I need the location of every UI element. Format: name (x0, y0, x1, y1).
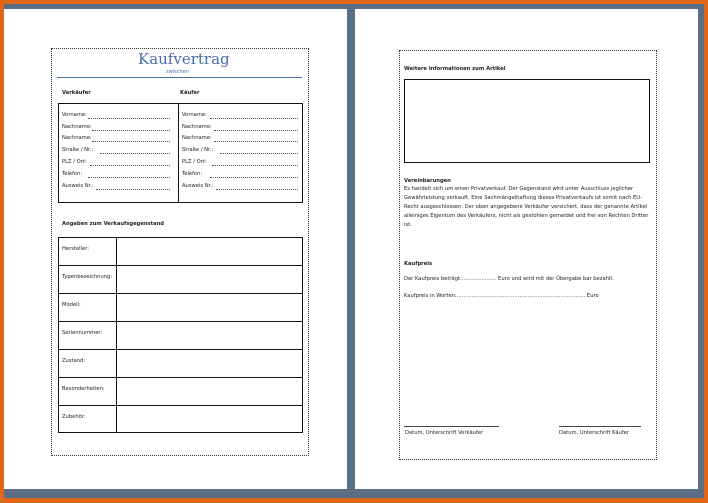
price-heading: Kaufpreis (404, 261, 433, 267)
item-field-label: Zubehör: (62, 414, 86, 420)
seller-field-line[interactable] (88, 177, 170, 178)
buyer-field-label: Telefon: (182, 171, 203, 177)
item-row-rule (58, 405, 303, 406)
seller-signature-label: Datum, Unterschrift Verkäufer (405, 430, 484, 436)
title-rule (57, 77, 302, 78)
buyer-field-line[interactable] (212, 165, 298, 166)
seller-field-label: Straße / Nr.: (62, 147, 94, 153)
seller-field-label: Ausweis Nr.: (62, 183, 94, 189)
seller-field-line[interactable] (88, 118, 170, 119)
buyer-field-label: Nachname: (182, 124, 212, 130)
buyer-field-line[interactable] (220, 153, 298, 154)
seller-signature-line[interactable] (404, 426, 499, 427)
buyer-field-line[interactable] (214, 130, 298, 131)
seller-field-line[interactable] (100, 153, 170, 154)
seller-field-label: Vorname: (62, 112, 87, 118)
item-field-label: Modell: (62, 302, 81, 308)
seller-field-line[interactable] (92, 130, 170, 131)
agreements-heading: Vereinbarungen (404, 178, 451, 184)
buyer-heading: Käufer (180, 90, 200, 96)
item-row-rule (58, 321, 303, 322)
seller-field-label: PLZ / Ort: (62, 159, 87, 165)
document-viewer (4, 4, 704, 498)
buyer-field-label: Ausweis Nr.: (182, 183, 214, 189)
seller-field-line[interactable] (96, 189, 170, 190)
buyer-field-label: Nachname: (182, 135, 212, 141)
buyer-field-label: PLZ / Ort: (182, 159, 207, 165)
buyer-field-line[interactable] (210, 177, 298, 178)
parties-divider (178, 103, 179, 203)
item-field-label: Seriennummer: (62, 330, 103, 336)
item-row-rule (58, 293, 303, 294)
item-field-label: Hersteller: (62, 246, 90, 252)
seller-field-line[interactable] (92, 141, 170, 142)
agreements-line: alleiniges Eigentum des Verkäufers, nicht als gestohlen gemeldet und frei von Rechten Dritter (404, 213, 649, 219)
buyer-field-label: Vorname: (182, 112, 207, 118)
item-table-divider (116, 237, 117, 433)
seller-heading: Verkäufer (62, 90, 91, 96)
item-field-label: Besonderheiten: (62, 386, 105, 392)
buyer-signature-line[interactable] (559, 426, 641, 427)
item-row-rule (58, 377, 303, 378)
item-row-rule (58, 265, 303, 266)
item-field-label: Zustand: (62, 358, 86, 364)
page-1 (4, 9, 347, 489)
seller-field-label: Telefon: (62, 171, 83, 177)
buyer-field-line[interactable] (216, 189, 298, 190)
price-line: Der Kaufpreis beträgt:..................... Euro und wird mit der Übergabe bar bezahlt. (404, 276, 615, 282)
seller-field-label: Nachname: (62, 124, 92, 130)
buyer-field-line[interactable] (214, 141, 298, 142)
contract-subtitle: zwischen (166, 69, 189, 75)
info-heading: Weitere Informationen zum Artikel (404, 66, 506, 72)
agreements-line: Es handelt sich um einen Privatverkauf. Der Gegenstand wird unter Ausschluss jeglicher (404, 186, 634, 192)
contract-title: Kaufvertrag (138, 50, 230, 68)
item-row-rule (58, 349, 303, 350)
info-box[interactable] (404, 79, 650, 163)
buyer-field-label: Straße / Nr.: (182, 147, 214, 153)
seller-field-label: Nachname: (62, 135, 92, 141)
agreements-line: Recht ausgeschlossen. Der oben angegebene Verkäufer versichert, dass der genannte Artikel (404, 204, 648, 210)
item-heading: Angaben zum Verkaufsgegenstand (62, 221, 165, 227)
agreements-line: Gewährleistung verkauft. Eine Sachmängelhaftung dieses Privatverkaufs ist somit nach EU- (404, 195, 642, 201)
price-words-line: Kaufpreis in Worten:.............................................................................. Euro (404, 293, 599, 299)
buyer-field-line[interactable] (210, 118, 298, 119)
seller-field-line[interactable] (90, 165, 170, 166)
buyer-signature-label: Datum, Unterschrift Käufer (559, 430, 630, 436)
agreements-line: ist. (404, 222, 412, 228)
page-2 (355, 9, 698, 489)
item-field-label: Typenbezeichnung: (62, 274, 113, 280)
